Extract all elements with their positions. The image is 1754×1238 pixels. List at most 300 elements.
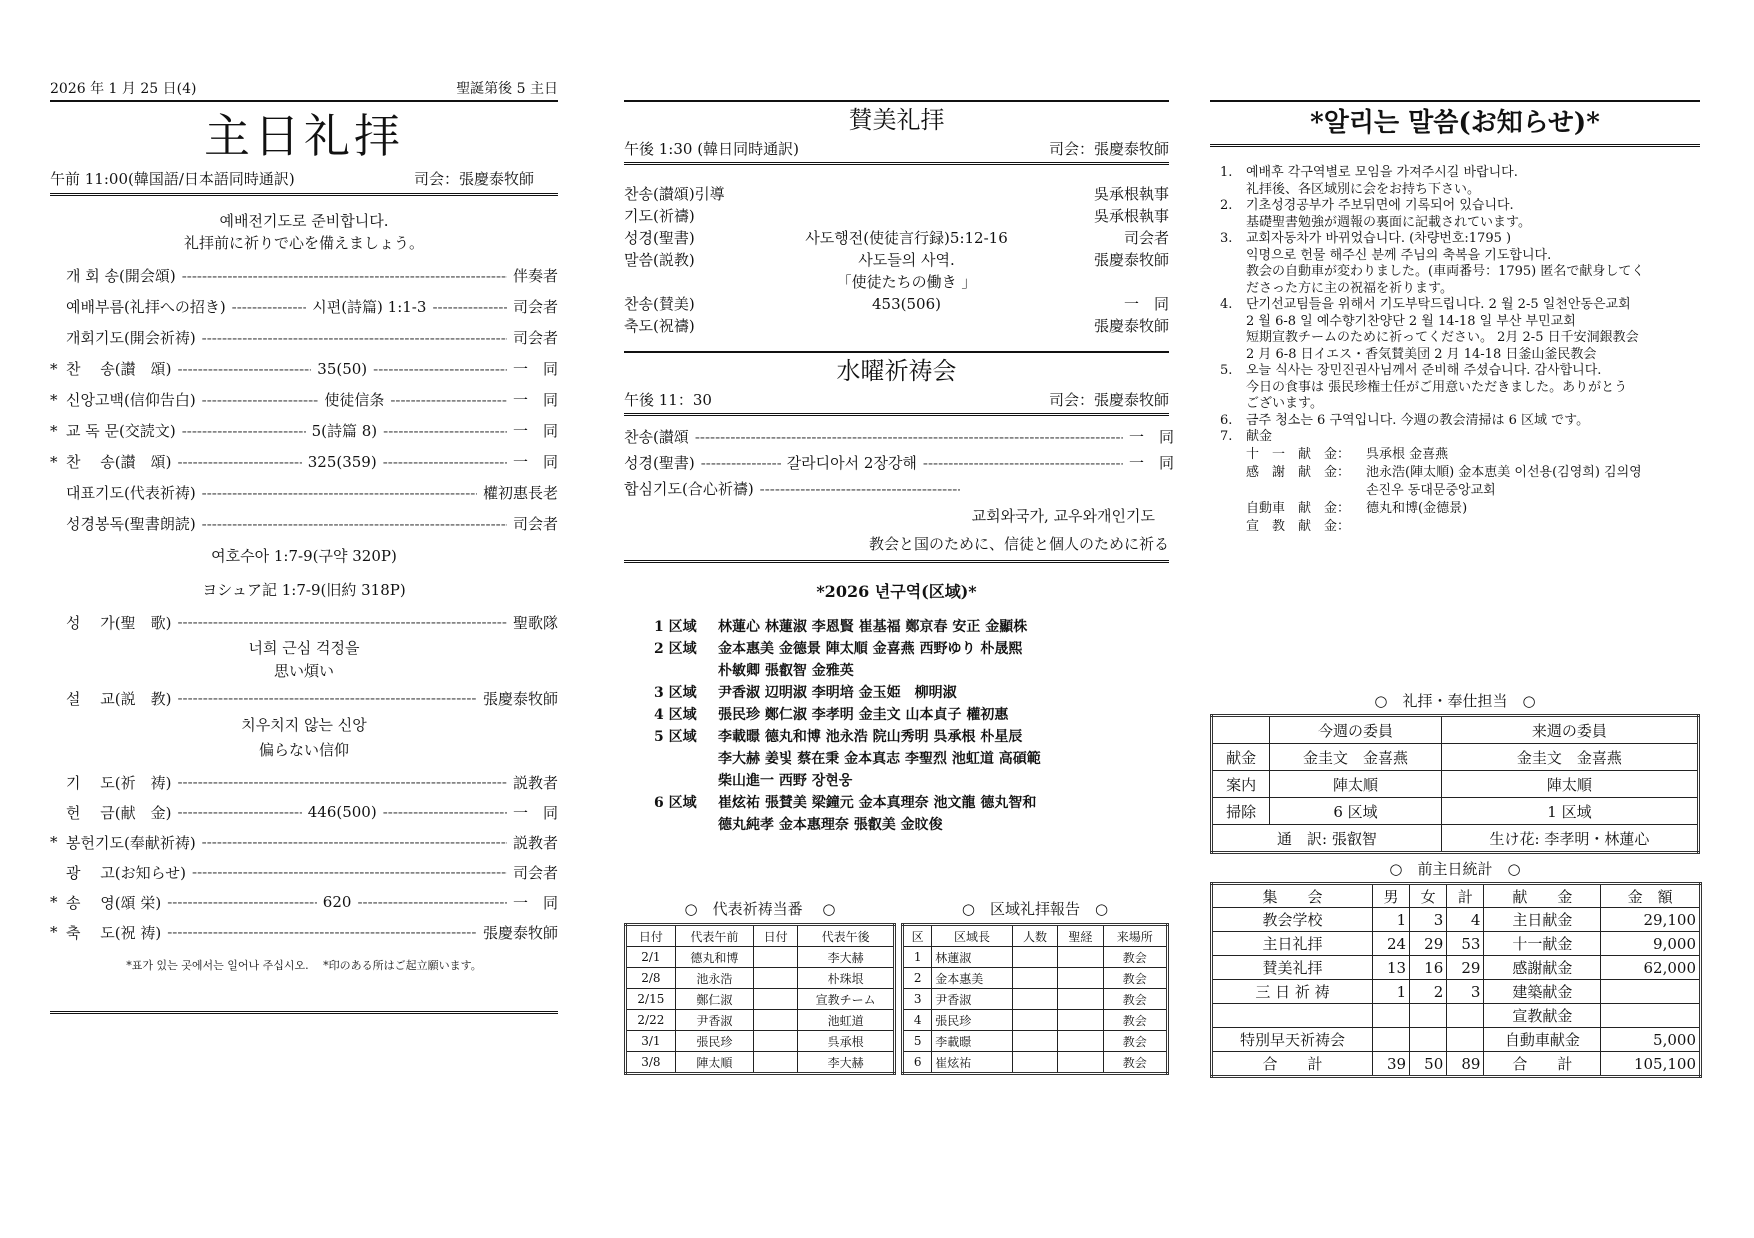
table-row — [903, 1010, 1168, 1031]
item-name: 성경(聖書) — [624, 454, 695, 472]
notice-body — [1246, 297, 1639, 363]
sermon-subtitle-ko: 치우치지 않는 신앙 — [241, 716, 367, 734]
column-header: 区 — [903, 925, 932, 947]
table-cell: 教会 — [1103, 1031, 1167, 1052]
leader-dots — [202, 484, 477, 502]
scripture-ja: ヨシュア記 1:7-9(旧約 318P) — [202, 581, 406, 599]
offering-names: 德丸和博(金德景) — [1366, 500, 1468, 516]
item-person: 吳承根執事 — [1093, 185, 1169, 203]
duty-area — [1210, 690, 1700, 1078]
table-cell: 24 — [1372, 932, 1409, 956]
leader-dots — [923, 450, 1123, 476]
leader-dots — [177, 803, 301, 821]
table-cell: 105,100 — [1601, 1052, 1701, 1077]
table-cell: 2 — [1410, 980, 1447, 1004]
table-cell: 賛美礼拝 — [1212, 956, 1373, 980]
district-members: 柴山進一 西野 장현웅 — [718, 773, 853, 789]
sermon-title-ja: 思い煩い — [273, 662, 334, 680]
table-cell — [1058, 947, 1103, 968]
table-cell: 張民珍 — [675, 1031, 753, 1052]
district-row — [654, 704, 1169, 726]
table-cell: 教会学校 — [1212, 908, 1373, 932]
wednesday-prayer-ja: 教会と国のために、信徒と個人のために祈る — [868, 535, 1169, 553]
sermon-title-ko: 너희 근심 걱정을 — [248, 639, 360, 657]
table-row — [1212, 1028, 1701, 1052]
item-detail: 使徒信条 — [324, 391, 385, 409]
wednesday-prayer — [624, 502, 1169, 558]
choir-row — [50, 607, 558, 637]
table-header-row — [626, 925, 895, 947]
notice-line: 2 月 6-8 日イエス・香気賛美団 2 月 14-18 日釜山釜民教会 — [1246, 346, 1597, 362]
table-row — [903, 1031, 1168, 1052]
praise-worship-column — [624, 100, 1175, 1070]
table-row — [1212, 908, 1701, 932]
praise-item — [624, 315, 1169, 337]
leader-dots — [182, 422, 306, 440]
table-cell — [1058, 989, 1103, 1010]
notices-title: *알리는 말씀(お知らせ)* — [1210, 102, 1700, 147]
notice-item — [1220, 297, 1700, 363]
table-cell — [1012, 989, 1057, 1010]
table-cell — [754, 1010, 798, 1031]
table-cell: 朴珠垠 — [798, 968, 895, 989]
table-cell: 張民珍 — [932, 1010, 1013, 1031]
table-cell: 9,000 — [1601, 932, 1701, 956]
table-cell: 掃除 — [1212, 798, 1270, 825]
table-cell: 李大赫 — [798, 947, 895, 968]
prayer-duty — [624, 898, 896, 1075]
notice-body — [1246, 231, 1644, 297]
table-cell: 德丸和博 — [675, 947, 753, 968]
leader-dots — [373, 360, 507, 378]
offering-item — [1246, 500, 1700, 518]
item-name: 찬송(讃頌)引導 — [624, 185, 725, 203]
column-header: 聖経 — [1058, 925, 1103, 947]
district-row — [654, 616, 1169, 638]
item-person: 吳承根執事 — [1093, 207, 1169, 225]
table-row — [1212, 798, 1699, 825]
table-row — [626, 1010, 895, 1031]
leader-dots — [202, 515, 507, 533]
item-person: 一 同 — [513, 422, 559, 440]
prep-prayer — [50, 210, 558, 254]
item-name: 찬송(讃頌 — [624, 428, 689, 446]
table-cell: 陣太順 — [1270, 771, 1442, 798]
table-header-row — [903, 925, 1168, 947]
column-header: 区域長 — [932, 925, 1013, 947]
item-name: 말씀(説教) — [624, 251, 695, 269]
table-header-row — [1212, 884, 1701, 908]
wednesday-host: 司会：張慶泰牧師 — [1048, 391, 1169, 409]
worship-item — [50, 827, 558, 857]
table-cell — [1012, 1052, 1057, 1074]
leader-dots — [202, 391, 319, 409]
table-cell: 感謝献金 — [1484, 956, 1601, 980]
required-standing-mark: * — [50, 390, 58, 409]
worship-item — [50, 291, 558, 322]
table-cell: 三 日 祈 祷 — [1212, 980, 1373, 1004]
leader-dots — [192, 863, 507, 881]
item-person: 張慶泰牧師 — [1093, 317, 1169, 335]
column-header: 女 — [1410, 884, 1447, 908]
column-divider — [50, 1011, 558, 1014]
item-person: 權初惠長老 — [482, 484, 558, 502]
district-label: 2 区域 — [654, 641, 697, 657]
wednesday-item — [624, 476, 1169, 502]
district-members: 德丸純孝 金本惠理奈 張叡美 金旼俊 — [718, 817, 943, 833]
leader-dots — [202, 833, 507, 851]
offering-item — [1246, 464, 1700, 482]
table-cell: 29 — [1447, 956, 1484, 980]
notice-line: 2 월 6-8 일 예수향기찬양단 2 월 14-18 일 부산 부민교회 — [1246, 313, 1576, 329]
order-of-worship — [50, 260, 558, 539]
tables-area — [624, 898, 1169, 1075]
item-detail: 325(359) — [307, 452, 377, 471]
table-row — [903, 947, 1168, 968]
district-row — [654, 814, 1169, 836]
table-cell — [1601, 980, 1701, 1004]
table-cell — [1410, 1028, 1447, 1052]
item-name: 교 독 문(交読文) — [66, 422, 176, 440]
notice-line: 기초성경공부가 주보뒤면에 기록되어 있습니다. — [1246, 198, 1514, 213]
praise-item — [624, 227, 1169, 249]
item-person: 一 同 — [513, 893, 559, 912]
table-cell — [1012, 1031, 1057, 1052]
table-row — [1212, 1052, 1701, 1077]
table-cell: 陣太順 — [1441, 771, 1698, 798]
table-cell: 1 — [1372, 980, 1409, 1004]
item-person: 聖歌隊 — [512, 613, 558, 632]
table-cell — [754, 1031, 798, 1052]
column-header: 計 — [1447, 884, 1484, 908]
table-cell — [754, 947, 798, 968]
district-members: 崔炫祐 張賛美 梁鐘元 金本真理奈 池文龍 德丸智和 — [718, 795, 1037, 811]
notice-body — [1246, 413, 1589, 430]
district-row — [654, 792, 1169, 814]
item-name: 신앙고백(信仰告白) — [66, 391, 196, 409]
interpreter-cell: 通 訳: 張叡智 — [1212, 825, 1442, 853]
table-cell — [1058, 1031, 1103, 1052]
praise-item — [624, 205, 1169, 227]
item-person: 一 同 — [512, 803, 558, 822]
table-cell: 5,000 — [1601, 1028, 1701, 1052]
flower-cell: 生け花: 李孝明・林蓮心 — [1441, 825, 1698, 853]
required-standing-mark: * — [50, 893, 58, 911]
table-cell: 陣太順 — [675, 1052, 753, 1074]
table-cell: 自動車献金 — [1484, 1028, 1601, 1052]
item-detail: 446(500) — [307, 803, 377, 821]
sermon-row — [50, 683, 558, 713]
item-name: 축 도(祝 祷) — [66, 923, 162, 942]
item-person: 一 同 — [1129, 454, 1175, 472]
item-name: 축도(祝禱) — [624, 317, 695, 335]
table-cell — [1372, 1004, 1409, 1028]
wednesday-order — [624, 424, 1175, 502]
leader-dots — [383, 803, 507, 821]
item-detail: 사도들의 사역. — [858, 251, 955, 269]
table-cell: 29,100 — [1601, 908, 1701, 932]
table-cell: 5 — [903, 1031, 932, 1052]
offering-label: 自動車 献 金： — [1246, 500, 1351, 516]
table-cell: 3/1 — [626, 1031, 676, 1052]
item-person: 張慶泰牧師 — [482, 689, 558, 708]
item-name: 광 고(お知らせ) — [66, 863, 187, 882]
item-name: 개 회 송(開会頌) — [66, 267, 176, 285]
district-label: 4 区域 — [654, 707, 697, 723]
duty-title: ○ 礼拝・奉仕担当 ○ — [1374, 692, 1536, 710]
item-name: 성경봉독(聖書朗読) — [66, 515, 196, 533]
column-header: 代表午前 — [675, 925, 753, 947]
footnote: *표가 있는 곳에서는 일어나 주십시오. *印のある所はご起立願います。 — [126, 959, 482, 972]
table-cell: 献金 — [1212, 744, 1270, 771]
table-row — [626, 989, 895, 1010]
praise-host: 司会：張慶泰牧師 — [1048, 140, 1169, 158]
notice-line: 오늘 식사는 장민진권사님께서 준비해 주셨습니다. 감사합니다. — [1246, 363, 1602, 378]
table-row — [1212, 956, 1701, 980]
table-cell: 鄭仁淑 — [675, 989, 753, 1010]
item-person: 司会者 — [1123, 229, 1169, 247]
district-members: 林蓮心 林蓮淑 李恩賢 崔基福 鄭京春 安正 金顯株 — [718, 619, 1028, 635]
table-cell: 13 — [1372, 956, 1409, 980]
table-cell: 李大赫 — [798, 1052, 895, 1074]
district-label: 6 区域 — [654, 795, 697, 811]
item-person: 一 同 — [512, 453, 558, 471]
item-person: 司会者 — [512, 329, 558, 347]
order-of-worship-2 — [50, 767, 558, 947]
table-cell: 6 — [903, 1052, 932, 1074]
prayer-duty-title: ○ 代表祈祷当番 ○ — [684, 900, 836, 918]
item-name: 성경(聖書) — [624, 229, 695, 247]
table-cell: 教会 — [1103, 947, 1167, 968]
leader-dots — [202, 329, 507, 347]
table-cell: 62,000 — [1601, 956, 1701, 980]
notice-line: 教会の自動車が変わりました。(車両番号：1795) 匿名で献身してく — [1246, 264, 1645, 279]
column-header: 日付 — [754, 925, 798, 947]
column-header: 人数 — [1012, 925, 1057, 947]
item-detail: 시편(詩篇) 1:1-3 — [312, 298, 427, 316]
required-standing-mark: * — [50, 833, 58, 851]
district-label: 1 区域 — [654, 619, 697, 635]
notice-line: 礼拝後、各区域別に会をお持ち下さい。 — [1246, 181, 1481, 197]
table-cell — [1601, 1004, 1701, 1028]
praise-order — [624, 183, 1169, 337]
table-cell: 教会 — [1103, 1010, 1167, 1031]
item-detail: 「使徒たちの働き 」 — [836, 273, 977, 291]
district-members: 李大赫 姜빛 蔡在秉 金本真志 李聖烈 池虹道 高碩範 — [718, 751, 1041, 767]
table-row — [1212, 771, 1699, 798]
notice-number: 7. — [1220, 429, 1233, 444]
table-cell — [1012, 947, 1057, 968]
column-header: 来週の委員 — [1441, 716, 1698, 744]
notice-item — [1220, 165, 1700, 198]
table-cell: 3 — [1447, 980, 1484, 1004]
leader-dots — [432, 298, 507, 316]
table-cell — [1058, 1052, 1103, 1074]
worship-item — [50, 415, 558, 446]
table-cell: 主日献金 — [1484, 908, 1601, 932]
item-person: 一 同 — [513, 360, 559, 378]
notice-line: 基礎聖書勉強が週報の裏面に記載されています。 — [1246, 214, 1531, 230]
notice-number: 6. — [1220, 412, 1233, 428]
table-row — [1212, 980, 1701, 1004]
leader-dots — [760, 476, 960, 502]
notice-item — [1220, 429, 1700, 446]
table-cell — [754, 989, 798, 1010]
leader-dots — [177, 773, 507, 791]
leader-dots — [167, 893, 317, 911]
table-cell — [1447, 1004, 1484, 1028]
offering-label: 十 一 献 金： — [1246, 446, 1351, 462]
table-cell: 2/1 — [626, 947, 676, 968]
wednesday-item — [624, 424, 1175, 450]
table-row — [903, 968, 1168, 989]
notice-line: 예배후 각구역별로 모임을 가져주시길 바랍니다. — [1246, 165, 1518, 180]
offering-label: 感 謝 献 金： — [1246, 464, 1351, 480]
item-detail: 사도행전(使徒言行録)5:12-16 — [805, 229, 1008, 247]
district-label: 5 区域 — [654, 729, 697, 745]
district-row — [654, 638, 1169, 660]
item-name: 예배부름(礼拝への招き) — [66, 298, 226, 316]
table-cell: 2/8 — [626, 968, 676, 989]
item-person: 一 同 — [1123, 295, 1169, 313]
table-cell: 2/22 — [626, 1010, 676, 1031]
district-report-table — [901, 923, 1169, 1075]
notice-number: 1. — [1220, 165, 1233, 180]
item-name: 찬송(賛美) — [624, 295, 695, 313]
item-person: 一 同 — [1129, 428, 1175, 446]
table-header-row — [1212, 716, 1699, 744]
table-cell: 3 — [903, 989, 932, 1010]
notice-line: 익명으로 헌물 해주신 분께 주님의 축복을 기도합니다. — [1246, 247, 1552, 263]
item-name: 송 영(頌 栄) — [66, 893, 162, 912]
worship-item — [50, 857, 558, 887]
item-name: 기도(祈禱) — [624, 207, 695, 225]
table-cell — [1447, 1028, 1484, 1052]
notice-line: 단기선교팀들을 위해서 기도부탁드립니다. 2 월 2-5 일천안동은교회 — [1246, 297, 1631, 312]
required-standing-mark: * — [50, 359, 58, 378]
table-cell: 3 — [1410, 908, 1447, 932]
service-info — [50, 166, 558, 196]
table-cell: 尹香淑 — [932, 989, 1013, 1010]
district-row — [654, 660, 1169, 682]
worship-item — [50, 797, 558, 827]
leader-dots — [177, 453, 301, 471]
district-members: 金本惠美 金德景 陣太順 金喜燕 西野ゆり 朴晟熙 — [718, 641, 1023, 657]
item-name: 헌 금(献 金) — [66, 803, 172, 822]
table-cell — [1058, 968, 1103, 989]
column-header — [1212, 716, 1270, 744]
required-standing-mark: * — [50, 923, 58, 941]
notice-body — [1246, 363, 1627, 413]
district-title: *2026 년구역(区域)* — [816, 582, 977, 601]
page-title: 主日礼拝 — [204, 109, 404, 163]
worship-item — [50, 322, 558, 353]
item-name: 찬 송(讃 頌) — [66, 453, 172, 471]
notice-body — [1246, 165, 1518, 198]
item-person: 張慶泰牧師 — [482, 923, 558, 942]
sunday-worship-column — [50, 78, 558, 1014]
wednesday-info — [624, 389, 1169, 416]
district-row — [654, 770, 1169, 792]
table-cell — [1372, 1028, 1409, 1052]
table-cell: 1 — [903, 947, 932, 968]
notice-item — [1220, 413, 1700, 430]
notice-line: ございます。 — [1246, 396, 1323, 411]
offering-item — [1246, 446, 1700, 464]
bulletin-header — [50, 78, 558, 102]
table-cell: 3/8 — [626, 1052, 676, 1074]
table-cell — [754, 1052, 798, 1074]
bulletin-date: 2026 年 1 月 25 日(4) — [50, 81, 197, 97]
notice-line: 今日の食事は 張民珍権士任がご用意いただきました。ありがとう — [1246, 379, 1628, 395]
worship-item — [50, 477, 558, 508]
leader-dots — [383, 453, 507, 471]
district-row — [654, 726, 1169, 748]
column-header: 来場所 — [1103, 925, 1167, 947]
scripture-reference — [50, 539, 558, 607]
table-cell: 4 — [903, 1010, 932, 1031]
notice-item — [1220, 363, 1700, 413]
notice-number: 2. — [1220, 198, 1233, 213]
item-person: 司会者 — [512, 863, 558, 882]
notice-line: 短期宣教チームのために祈ってください。 2月 2-5 日千安洞銀教会 — [1246, 330, 1639, 345]
table-row — [1212, 932, 1701, 956]
table-cell: 50 — [1410, 1052, 1447, 1077]
table-cell: 建築献金 — [1484, 980, 1601, 1004]
item-name: 성 가(聖 歌) — [66, 613, 172, 632]
notice-body — [1246, 198, 1531, 231]
wednesday-prayer-ko: 교회와국가, 교우와개인기도 — [971, 507, 1155, 525]
table-row — [1212, 1004, 1701, 1028]
service-host: 司会：張慶泰牧師 — [413, 170, 534, 188]
table-cell: 崔炫祐 — [932, 1052, 1013, 1074]
table-row — [626, 968, 895, 989]
praise-item — [624, 293, 1169, 315]
item-name: 합심기도(合心祈禱) — [624, 480, 754, 498]
leader-dots — [232, 298, 307, 316]
table-cell: 金本惠美 — [932, 968, 1013, 989]
table-cell: 1 — [1372, 908, 1409, 932]
table-cell: 池虹道 — [798, 1010, 895, 1031]
item-name: 개회기도(開会祈祷) — [66, 329, 196, 347]
district-report — [901, 898, 1169, 1075]
table-cell: 池永浩 — [675, 968, 753, 989]
table-cell: 宣教献金 — [1484, 1004, 1601, 1028]
worship-item — [50, 767, 558, 797]
table-cell: 林蓮淑 — [932, 947, 1013, 968]
leader-dots — [177, 360, 311, 378]
table-row — [626, 947, 895, 968]
district-row — [654, 682, 1169, 704]
column-header: 金 額 — [1601, 884, 1701, 908]
table-cell: 呉承根 — [798, 1031, 895, 1052]
leader-dots — [167, 923, 477, 941]
offering-item — [1246, 518, 1700, 536]
required-standing-mark: * — [50, 421, 58, 440]
stats-title: ○ 前主日統計 ○ — [1389, 860, 1521, 878]
item-name: 설 교(説 教) — [66, 689, 172, 708]
item-person: 伴奏者 — [512, 267, 558, 285]
item-name: 기 도(祈 祷) — [66, 773, 172, 792]
wednesday-item — [624, 450, 1175, 476]
table-cell: 金圭文 金喜燕 — [1441, 744, 1698, 771]
item-name: 찬 송(讃 頌) — [66, 360, 172, 378]
notice-line: 교회자동차가 바뀌었습니다. (차량번호:1795 ) — [1246, 231, 1512, 246]
item-detail: 5(詩篇 8) — [311, 422, 378, 440]
sermon-subtitle-ja: 偏らない信仰 — [258, 741, 349, 759]
district-members: 張民珍 鄭仁淑 李孝明 金圭文 山本貞子 權初惠 — [718, 707, 1009, 723]
leader-dots — [390, 391, 507, 409]
